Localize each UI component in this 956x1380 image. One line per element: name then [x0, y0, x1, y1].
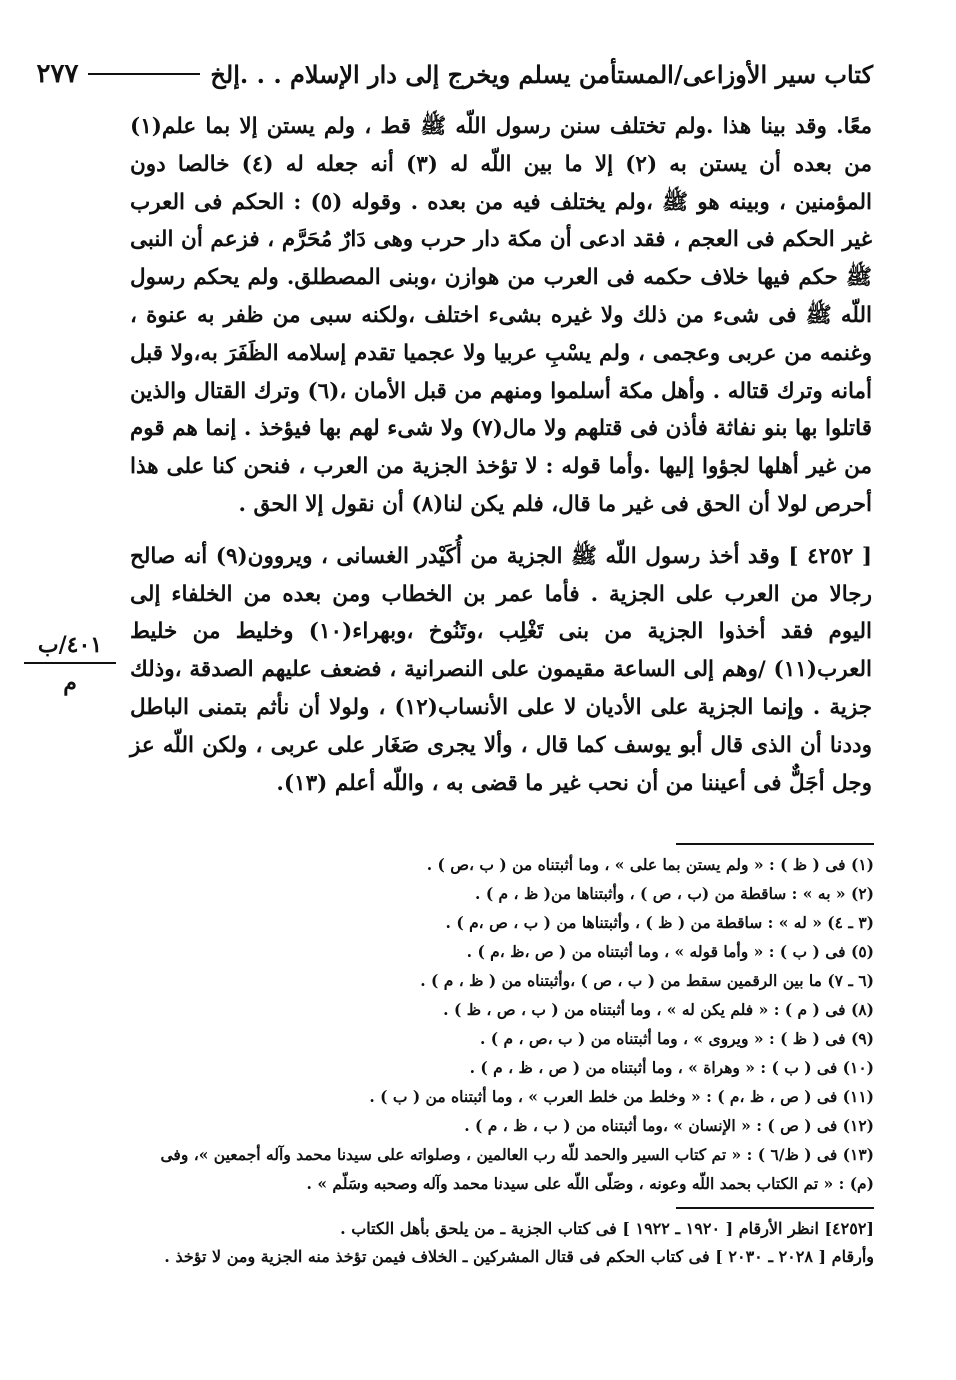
page-number: ٢٧٧: [36, 59, 79, 89]
footnote: (١٢) فى ( ص ) : « الإنسان » ،وما أثبتناه من ( ب ، ظ ، م ) .: [464, 1116, 874, 1135]
footnote: (٣ ـ ٤) « له » : ساقطة من ( ظ ) ، وأثبتناها من ( ب ، ص ،م ) .: [445, 913, 874, 932]
cross-references: [130, 1215, 874, 1271]
footnote: (١٣) فى ( ظ/٦ ) : « تم كتاب السير والحمد للّه رب العالمين ، وصلواته على سيدنا محمد وآله أجمعين »، وفى (م) : « تم الكتاب بحمد اللّه وعونه ، وصَلّى اللّه على سيدنا محمد وآله وصحبه وسَلّم » .: [160, 1145, 874, 1193]
footnote: (١) فى ( ظ ) : « ولم يستن بما على » ، وما أثبتناه من ( ب ،ص ) .: [426, 855, 874, 874]
references-divider: [676, 1207, 874, 1209]
footnote: (٦ ـ ٧) ما بين الرقمين سقط من ( ب ، ص ) ،وأثبتناه من ( ظ ، م ) .: [420, 971, 874, 990]
footnote: (٩) فى ( ظ ) : « ويروى » ، وما أثبتناه من ( ب ،ص ، م ) .: [479, 1029, 874, 1048]
footnote: (١٠) فى ( ب ) : « وهراة » ، وما أثبتناه من ( ص ، ظ ، م ) .: [469, 1058, 874, 1077]
paragraph: معًا. وقد بينا هذا .ولم تختلف سنن رسول اللّه ﷺ قط ، ولم يستن إلا بما علم(١) من بعده أن يستن به (٢) إلا ما بين اللّه له (٣) أنه جعله له (٤) خالصا دون المؤمنين ، وبينه هو ﷺ ،ولم يختلف فيه من بعده . وقوله (٥) : الحكم فى العرب غير الحكم فى العجم ، فقد ادعى أن مكة دار حرب وهى دَارٌ مُحَرَّم ، فزعم أن النبى ﷺ حكم فيها خلاف حكمه فى العرب من هوازن ،وبنى المصطلق. ولم يحكم رسول اللّه ﷺ فى شىء من ذلك ولا غيره بشىء اختلف ،ولكنه سبى من ظفر به عنوة ، وغنمه من عربى وعجمى ، ولم يسْبِ عربيا ولا عجميا تقدم إسلامه الظَفَرَ به،ولا قبل أمانه وترك قتاله . وأهل مكة أسلموا ومنهم من قبل الأمان ،(٦) وترك القتال والذين قاتلوا بها بنو نفاثة فأذن فى قتلهم ولا مال(٧) ولا شىء لهم بها فيؤخذ . إنما هم قوم من غير أهلها لجؤوا إليها .وأما قوله : لا تؤخذ الجزية من العرب ، فنحن كنا على هذا أحرص لولا أن الحق فى غير ما قال، فلم يكن لنا(٨) أن نقول إلا الحق .: [130, 114, 872, 517]
footnote: (٥) فى ( ب ) : « وأما قوله » ، وما أثبتناه من ( ص ،ظ ،م ) .: [466, 942, 874, 961]
footnote: (٨) فى ( م ) : « فلم يكن له » ، وما أثبتناه من ( ب ، ص ، ظ ) .: [443, 1000, 874, 1019]
footnote: (١١) فى ( ص ، ظ ،م ) : « وخلط من خلط العرب » ، وما أثبتناه من ( ب ) .: [369, 1087, 874, 1106]
cross-reference: وأرقام [ ٢٠٢٨ ـ ٢٠٣٠ ] فى كتاب الحكم فى قتال المشركين ـ الخلاف فيمن تؤخذ منه الجزية ومن لا تؤخذ .: [164, 1247, 874, 1266]
page-header: [36, 54, 873, 94]
footnote-divider: [676, 843, 874, 845]
main-text: [130, 108, 872, 802]
footnotes: [150, 850, 874, 1198]
cross-reference: [٤٢٥٢] انظر الأرقام [ ١٩٢٠ ـ ١٩٢٢ ] فى كتاب الجزية ـ من يلحق بأهل الكتاب .: [340, 1219, 874, 1238]
folio-number: ٤٠١/ب: [24, 630, 116, 664]
footnote: (٢) « به » : ساقطة من (ب ، ص ) ، وأثبتناها من( ظ ، م ) .: [475, 884, 874, 903]
paragraph-4252: [ ٤٢٥٢ ] وقد أخذ رسول اللّه ﷺ الجزية من أُكَيْدر الغسانى ، ويروون(٩) أنه صالح رجالا من العرب على الجزية . فأما عمر بن الخطاب ومن بعده من الخلفاء إلى اليوم فقد أخذوا الجزية من بنى تَغْلِب ،وتَنُوخ ،وبهراء(١٠) وخليط من خليط العرب(١١) /وهم إلى الساعة مقيمون على النصرانية ، فضعف عليهم الصدقة ،وذلك جزية . وإنما الجزية على الأديان لا على الأنساب(١٢) ، ولولا أن نأثم بتمنى الباطل وددنا أن الذى قال أبو يوسف كما قال ، وألا يجرى صَغَار على عربى ، ولكن اللّه عز وجل أجَلٌّ فى أعيننا من أن نحب غير ما قضى به ، واللّه أعلم (١٣).: [130, 543, 872, 796]
running-title: كتاب سير الأوزاعى/المستأمن يسلم ويخرج إلى دار الإسلام . . .إلخ: [210, 59, 873, 89]
margin-folio-note: [24, 630, 116, 698]
manuscript-siglum: م: [63, 670, 77, 696]
header-rule: [88, 73, 200, 75]
